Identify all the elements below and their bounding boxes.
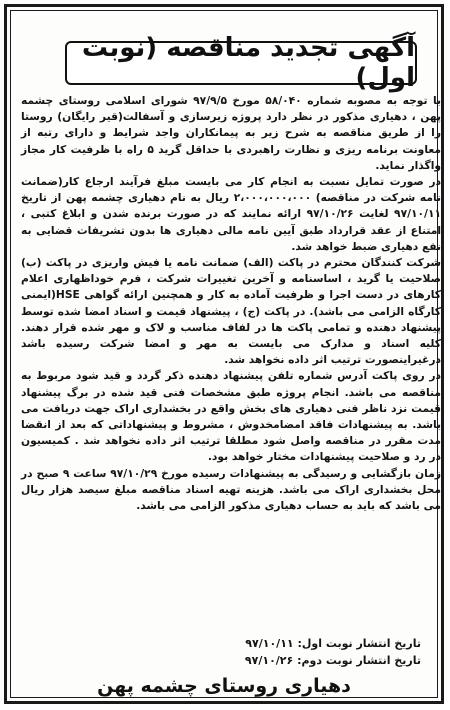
tender-notice <box>4 4 444 704</box>
notice-body <box>21 93 441 514</box>
issuer-signature: دهیاری روستای چشمه پهن <box>97 675 351 697</box>
publication-dates <box>121 635 421 669</box>
notice-title: آگهی تجدید مناقصه (نوبت اول) <box>65 41 417 85</box>
paragraph-guarantee: در صورت تمایل نسبت به انجام کار می بایست مبلغ فرآیند ارجاع کار(ضمانت نامه شرکت در مناقصه) ۲،۰۰۰،۰۰۰،۰۰۰ ریال به نام دهیاری چشمه پهن از تاریخ ۹۷/۱۰/۱۱ لغایت ۹۷/۱۰/۲۶ ارائه نمایند که در صورت برنده شدن و ابلاغ کتبی ، امتناع از عقد قرارداد طبق آیین نامه مالی دهیاری ها بدون تشریفات قضایی به نفع دهیاری ضبط خواهد شد. <box>21 175 441 253</box>
paragraph-envelopes: شرکت کنندگان محترم در پاکت (الف) ضمانت نامه یا فیش واریزی در پاکت (ب) صلاحیت یا گرید ، اساسنامه و آخرین تغییرات شرکت ، فرم خوداظهاری اعلام کارهای در دست اجرا و ظرفیت آماده به کار و همچنین ارائه گواهی HSE(ایمنی کارگاه الزامی می باشد). در پاکت (ج) ، پیشنهاد قیمت و اسناد امضا شده توسط پیشنهاد دهنده و تمامی پاکت ها در لفاف مناسب و لاک و مهر شده قرار دهند. کلیه اسناد و مدارک می بایست به مهر و امضا شرکت رسیده باشد درغیراینصورت ترتیب اثر داده نخواهد شد. <box>21 256 441 367</box>
paragraph-opening: زمان بازگشایی و رسیدگی به پیشنهادات رسیده مورخ ۹۷/۱۰/۲۹ ساعت ۹ صبح در محل بخشداری اراک می باشد. هزینه تهیه اسناد مناقصه مبلغ سیصد هزار ریال می باشد که باید به حساب دهیاری مذکور الزامی می باشد. <box>21 466 441 513</box>
paragraph-approval: با توجه به مصوبه شماره ۵۸/۰۴۰ مورخ ۹۷/۹/۵ شورای اسلامی روستای چشمه پهن ، دهیاری مذکور در نظر دارد پروژه زیرسازی و آسفالت(قیر رایگان) روستا را از طریق مناقصه به شرح زیر به پیمانکاران واجد شرایط و دارای رتبه از معاونت برنامه ریزی و نظارت راهبردی با حداقل گرید ۵ راه با ظرفیت کار مجاز واگذار نماید. <box>21 94 442 172</box>
paragraph-submission: در روی پاکت آدرس شماره تلفن پیشنهاد دهنده ذکر گردد و قید شود مربوط به مناقصه می باشد. انجام پروژه طبق مشخصات فنی قید شده در برگ پیشنهاد قیمت نزد ناظر فنی دهیاری های بخش واقع در بخشداری اراک جهت دریافت می باشد. به پیشنهادات فاقد امضامخدوش ، مشروط و پیشنهاداتی که بعد از انقضا مدت مقرر در مناقصه واصل شود مطلقا ترتیب اثر داده نخواهد شد . کمیسیون در رد و صلاحیت پیشنهادات مختار خواهد بود. <box>21 369 441 464</box>
first-publication-date: تاریخ انتشار نوبت اول: ۹۷/۱۰/۱۱ <box>245 637 421 650</box>
second-publication-date: تاریخ انتشار نوبت دوم: ۹۷/۱۰/۲۶ <box>244 654 421 667</box>
